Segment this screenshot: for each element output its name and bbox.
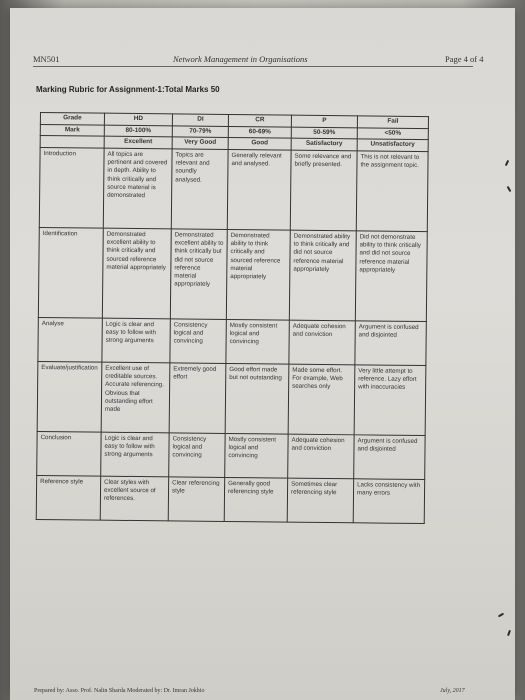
- rubric-cell: Consistency logical and convincing: [169, 433, 225, 478]
- criterion-cell: Conclusion: [37, 431, 101, 476]
- rubric-cell: Logic is clear and easy to follow with strong arguments: [101, 432, 169, 477]
- header-cell: Very Good: [172, 137, 228, 150]
- rubric-cell: Some relevance and briefly presented.: [290, 150, 357, 231]
- header-cell: 70-79%: [172, 126, 228, 138]
- header-cell: 50-59%: [291, 127, 357, 139]
- rubric-cell: Demonstrated excellent ability to think critically and sourced reference material appropriately: [102, 228, 171, 319]
- rubric-cell: Consistency logical and convincing: [170, 319, 226, 364]
- header-cell: CR: [228, 114, 291, 127]
- rubric-cell: Topics are relevant and soundly analysed.: [171, 149, 228, 230]
- table-row: [38, 317, 426, 365]
- criterion-cell: Identification: [38, 227, 103, 318]
- table-row: [37, 431, 425, 479]
- table-row: [39, 148, 428, 232]
- header-cell: 80-100%: [104, 125, 172, 137]
- table-row: [36, 475, 424, 523]
- header-cell: 60-69%: [228, 126, 291, 138]
- criterion-cell: Analyse: [38, 317, 102, 362]
- table-row: [37, 361, 426, 435]
- rubric-cell: Adequate cohesion and conviction: [288, 434, 354, 479]
- header-cell: Satisfactory: [291, 138, 357, 151]
- rubric-cell: Argument is confused and disjointed: [354, 435, 425, 480]
- rubric-cell: Generally good referencing style: [224, 477, 287, 522]
- header-cell: Unsatisfactory: [357, 139, 428, 152]
- rubric-cell: All topics are pertinent and covered in depth. Ability to think critically and source material is demonstrated: [103, 148, 172, 229]
- unit-title: Network Management in Organisations: [173, 54, 308, 64]
- rubric-cell: Clear referencing style: [168, 477, 224, 522]
- criterion-cell: Evaluate/justification: [37, 361, 102, 432]
- rubric-cell: Adequate cohesion and conviction: [289, 320, 355, 365]
- header-rule: [33, 66, 473, 67]
- rubric-cell: Clear styles with excellent source of references.: [100, 476, 168, 521]
- rubric-cell: Demonstrated excellent ability to think critically but did not source reference material appropriately: [170, 229, 227, 320]
- rubric-cell: Sometimes clear referencing style: [287, 478, 353, 523]
- page-number: Page 4 of 4: [445, 54, 484, 64]
- header-label-cell: [40, 136, 104, 149]
- prepared-by: Prepared by: Asso. Prof. Nalin Sharda Moderated by: Dr. Imran Jokhio: [34, 688, 205, 694]
- rubric-cell: Good effort made but not outstanding: [225, 363, 289, 434]
- footer-date: July, 2017: [440, 688, 465, 694]
- rubric-cell: Logic is clear and easy to follow with strong arguments: [102, 318, 170, 363]
- table-row: [38, 227, 427, 321]
- header-cell: HD: [104, 113, 172, 126]
- rubric-cell: Argument is confused and disjointed: [355, 321, 426, 366]
- rubric-cell: Made some effort. For example, Web searches only: [288, 364, 355, 435]
- rubric-cell: Did not demonstrate ability to think critically and did not source reference material appropriately: [355, 231, 427, 322]
- rubric-cell: Mostly consistent logical and convincing: [226, 319, 289, 364]
- header-cell: Excellent: [104, 136, 172, 149]
- criterion-cell: Introduction: [39, 148, 104, 229]
- rubric-cell: Lacks consistency with many errors: [353, 479, 424, 524]
- header-cell: <50%: [357, 128, 428, 140]
- rubric-cell: Extremely good effort: [169, 363, 226, 434]
- rubric-cell: Very little attempt to reference. Lazy effort with inaccuracies: [354, 365, 426, 436]
- header-label-cell: Grade: [40, 113, 104, 126]
- rubric-cell: Excellent use of creditable sources. Accurate referencing. Obvious that outstanding effort made: [101, 362, 170, 433]
- rubric-cell: Mostly consistent logical and convincing: [225, 433, 288, 478]
- header-cell: P: [291, 115, 357, 128]
- rubric-cell: This is not relevant to the assignment topic.: [356, 151, 428, 232]
- header-cell: DI: [172, 114, 228, 127]
- rubric-cell: Demonstrated ability to think critically and did not source reference material appropriately: [289, 230, 356, 321]
- marking-rubric-table: [36, 112, 429, 524]
- page-title: Marking Rubric for Assignment-1:Total Marks 50: [36, 85, 220, 94]
- header-label-cell: Mark: [40, 125, 104, 137]
- rubric-body: [36, 113, 428, 524]
- course-code: MN501: [33, 54, 60, 64]
- header-cell: Fail: [357, 116, 428, 129]
- rubric-cell: Demonstrated ability to think critically and sourced reference material appropriately: [226, 229, 290, 320]
- rubric-cell: Generally relevant and analysed.: [227, 149, 291, 230]
- header-cell: Good: [228, 137, 291, 150]
- criterion-cell: Reference style: [36, 475, 100, 520]
